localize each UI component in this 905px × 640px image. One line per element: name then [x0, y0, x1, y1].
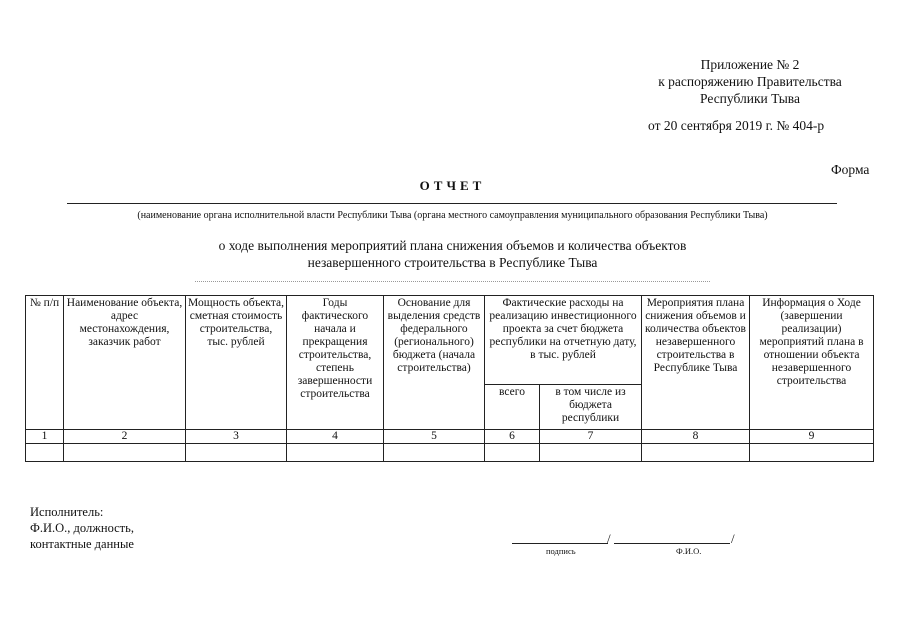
column-number: 5: [384, 430, 485, 444]
appendix-block: [600, 56, 900, 107]
header-number: № п/п: [26, 296, 64, 430]
executor-name-position: Ф.И.О., должность,: [30, 521, 134, 535]
report-subtitle: [100, 237, 805, 271]
header-years: Годы фактического начала и прекращения строительства, степень завершенности строительства: [287, 296, 384, 430]
subtitle-line-2: незавершенного строительства в Республике Тыва: [307, 255, 598, 270]
table-cell: [26, 444, 64, 462]
header-measures: Мероприятия плана снижения объемов и количества объектов незавершенного строительства в Республике Тыва: [642, 296, 750, 430]
form-label: Форма: [831, 162, 870, 177]
column-numbers-row: [26, 430, 874, 444]
fio-caption: Ф.И.О.: [676, 546, 702, 556]
empty-data-row: [26, 444, 874, 462]
column-number: 1: [26, 430, 64, 444]
header-actual-expenses: Фактические расходы на реализацию инвестиционного проекта за счет бюджета республики на отчетную дату, в тыс. рублей: [485, 296, 642, 385]
table-cell: [642, 444, 750, 462]
signature-caption: подпись: [546, 546, 576, 556]
executor-contacts: контактные данные: [30, 537, 134, 551]
subtitle-line-1: о ходе выполнения мероприятий плана снижения объемов и количества объектов: [218, 238, 687, 253]
org-name-caption: (наименование органа исполнительной власти Республики Тыва (органа местного самоуправления муниципального образования Республики Тыва): [137, 210, 768, 221]
report-table: [25, 295, 874, 462]
header-capacity: Мощность объекта, сметная стоимость строительства, тыс. рублей: [186, 296, 287, 430]
executor-label: Исполнитель:: [30, 505, 104, 519]
table-cell: [287, 444, 384, 462]
table-cell: [485, 444, 540, 462]
column-number: 8: [642, 430, 750, 444]
table-cell: [384, 444, 485, 462]
header-progress-info: Информация о Ходе (завершении реализации) мероприятий плана в отношении объекта незавершенного строительства: [750, 296, 874, 430]
table-cell: [64, 444, 186, 462]
signature-separator: /: [607, 531, 611, 546]
column-number: 9: [750, 430, 874, 444]
column-number: 7: [540, 430, 642, 444]
column-number: 6: [485, 430, 540, 444]
table-cell: [750, 444, 874, 462]
order-date: от 20 сентября 2019 г. № 404-р: [648, 118, 825, 133]
org-name-line: [67, 203, 837, 204]
fio-separator: /: [731, 531, 735, 546]
report-title: ОТЧЕТ: [419, 178, 486, 193]
table-cell: [186, 444, 287, 462]
header-total: всего: [485, 385, 540, 430]
appendix-order-line: к распоряжению Правительства: [658, 74, 842, 89]
fio-line: [614, 543, 730, 544]
subtitle-divider: [195, 281, 710, 282]
table-cell: [540, 444, 642, 462]
column-number: 4: [287, 430, 384, 444]
signature-line: [512, 543, 608, 544]
header-object-name: Наименование объекта, адрес местонахождения, заказчик работ: [64, 296, 186, 430]
header-basis: Основание для выделения средств федерального (регионального) бюджета (начала строительства): [384, 296, 485, 430]
appendix-title: Приложение № 2: [700, 57, 800, 72]
appendix-government-line: Республики Тыва: [700, 91, 800, 106]
column-number: 2: [64, 430, 186, 444]
column-number: 3: [186, 430, 287, 444]
header-republic-budget: в том числе из бюджета республики: [540, 385, 642, 430]
executor-block: [30, 504, 134, 552]
header-row: [26, 296, 874, 385]
